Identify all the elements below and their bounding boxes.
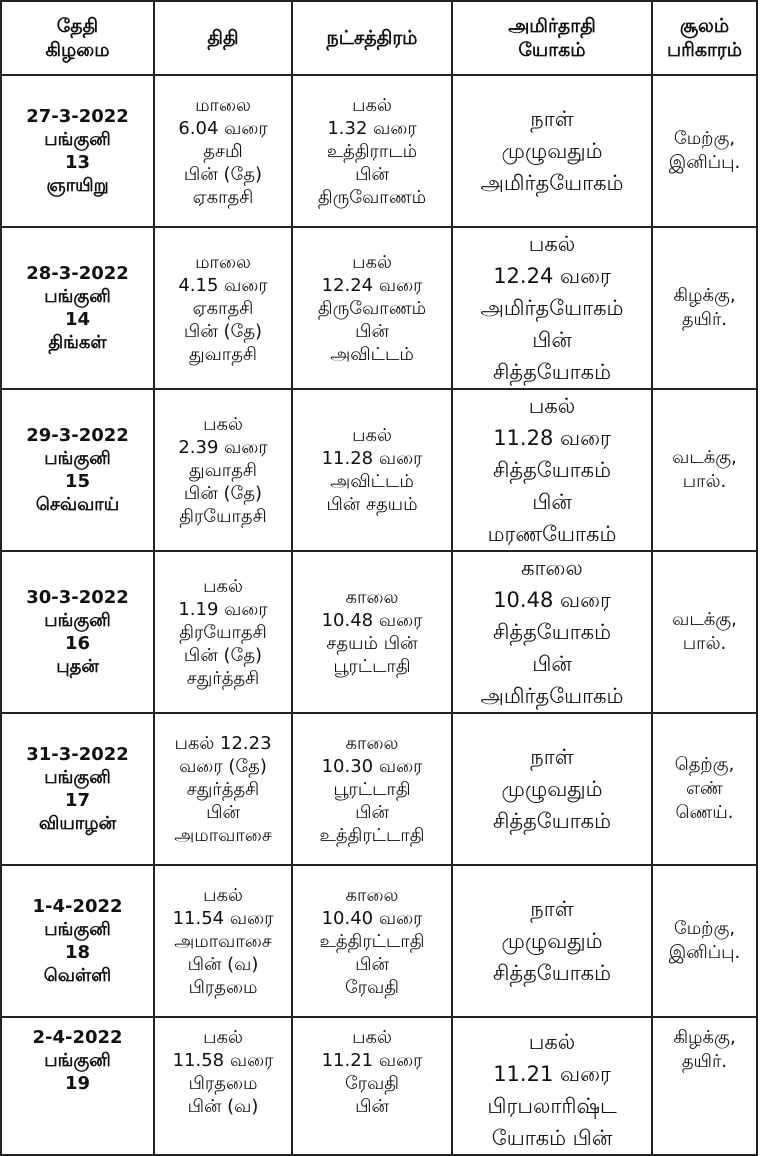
natchathiram-cell-line: பகல் xyxy=(352,425,392,446)
date-cell xyxy=(1,1017,154,1155)
yogam-cell-line: பகல் xyxy=(528,232,576,256)
thithi-cell-line: 11.54 வரை xyxy=(172,907,274,929)
thithi-cell-line: தசமி xyxy=(203,140,243,162)
yogam-cell xyxy=(452,227,652,389)
header-line: சூலம் xyxy=(679,15,730,37)
soolam-cell-line: தெற்கு, xyxy=(674,754,735,775)
date-cell-line: 16 xyxy=(64,633,91,654)
thithi-cell-line: பகல் xyxy=(203,413,243,435)
natchathiram-cell-line: பின் சதயம் xyxy=(326,494,418,515)
thithi-cell-line: பின் (தே) xyxy=(183,163,263,185)
yogam-cell-line: அமிர்தயோகம் xyxy=(480,684,624,708)
date-cell-line: 2-4-2022 xyxy=(32,1027,123,1048)
thithi-cell-line: சதுர்த்தசி xyxy=(186,778,260,800)
soolam-cell xyxy=(652,227,757,389)
soolam-cell-line: பால். xyxy=(682,633,727,654)
thithi-cell-line: திரயோதசி xyxy=(179,621,267,643)
date-cell-line: பங்குனி xyxy=(44,919,111,940)
date-cell-line: செவ்வாய் xyxy=(35,494,120,515)
header-date-day xyxy=(1,1,154,75)
natchathiram-cell xyxy=(292,713,452,865)
thithi-cell-line: துவாதசி xyxy=(188,343,258,365)
natchathiram-cell-line: காலை xyxy=(345,587,399,608)
natchathiram-cell-line: பகல் xyxy=(352,94,392,116)
yogam-cell-line: காலை xyxy=(521,556,583,580)
thithi-cell-line: ஏகாதசி xyxy=(192,297,254,319)
natchathiram-cell-line: 10.40 வரை xyxy=(321,907,423,929)
yogam-cell-line: முழுவதும் xyxy=(501,777,603,801)
date-cell-line: புதன் xyxy=(56,656,99,677)
natchathiram-cell-line: திருவோணம் xyxy=(317,297,427,319)
table-row xyxy=(1,1017,757,1155)
thithi-cell-line: 4.15 வரை xyxy=(178,274,268,296)
header-line: பரிகாரம் xyxy=(667,39,742,61)
header-line: யோகம் xyxy=(518,39,586,61)
table-row xyxy=(1,75,757,227)
yogam-cell-line: பிரபலாரிஷ்ட xyxy=(487,1094,617,1118)
natchathiram-cell-line: பகல் xyxy=(352,251,392,273)
date-cell-line: 15 xyxy=(64,471,91,492)
table-row xyxy=(1,551,757,713)
header-line: அமிர்தாதி xyxy=(508,15,596,37)
thithi-cell-line: 11.58 வரை xyxy=(172,1050,274,1071)
yogam-cell-line: சித்தயோகம் xyxy=(492,458,612,482)
date-cell xyxy=(1,389,154,551)
date-cell-line: பங்குனி xyxy=(44,286,111,307)
natchathiram-cell xyxy=(292,1017,452,1155)
soolam-cell xyxy=(652,389,757,551)
yogam-cell-line: அமிர்தயோகம் xyxy=(480,296,624,320)
natchathiram-cell-line: பின் xyxy=(355,953,389,975)
thithi-cell xyxy=(154,227,292,389)
table-row xyxy=(1,713,757,865)
yogam-cell-line: 11.28 வரை xyxy=(493,426,611,450)
natchathiram-cell-line: ரேவதி xyxy=(344,976,400,998)
natchathiram-cell-line: திருவோணம் xyxy=(317,186,427,208)
yogam-cell-line: சித்தயோகம் xyxy=(492,360,612,384)
natchathiram-cell-line: 11.21 வரை xyxy=(321,1050,423,1071)
thithi-cell xyxy=(154,551,292,713)
natchathiram-cell xyxy=(292,551,452,713)
header-natchathiram xyxy=(292,1,452,75)
natchathiram-cell-line: 10.30 வரை xyxy=(321,755,423,777)
header-line: கிழமை xyxy=(45,39,110,61)
thithi-cell-line: 6.04 வரை xyxy=(178,117,268,139)
header-line: திதி xyxy=(207,27,239,49)
natchathiram-cell-line: உத்திரட்டாதி xyxy=(319,930,425,952)
natchathiram-cell-line: அவிட்டம் xyxy=(330,343,414,365)
natchathiram-cell-line: 11.28 வரை xyxy=(321,448,423,469)
date-cell xyxy=(1,713,154,865)
natchathiram-cell-line: பூரட்டாதி xyxy=(333,778,411,800)
date-cell-line: பங்குனி xyxy=(44,610,111,631)
date-cell-line: திங்கள் xyxy=(48,332,107,353)
natchathiram-cell-line: பின் xyxy=(355,801,389,823)
thithi-cell-line: ஏகாதசி xyxy=(192,186,254,208)
natchathiram-cell-line: காலை xyxy=(345,732,399,754)
date-cell-line: பங்குனி xyxy=(44,1050,111,1071)
thithi-cell-line: பின் (வ) xyxy=(187,1096,259,1117)
soolam-cell-line: இனிப்பு. xyxy=(668,152,741,173)
date-cell-line: 28-3-2022 xyxy=(26,263,129,284)
date-cell xyxy=(1,75,154,227)
thithi-cell-line: 2.39 வரை xyxy=(178,436,268,458)
thithi-cell-line: பின் xyxy=(206,801,240,823)
yogam-cell-line: மரணயோகம் xyxy=(487,522,617,546)
soolam-cell-line: மேற்கு, xyxy=(673,128,736,149)
natchathiram-cell-line: அவிட்டம் xyxy=(330,471,414,492)
yogam-cell-line: நாள் xyxy=(530,745,574,769)
soolam-cell-line: வடக்கு, xyxy=(672,609,737,630)
soolam-cell-line: கிழக்கு, xyxy=(673,285,736,306)
thithi-cell-line: பகல் xyxy=(203,884,243,906)
date-cell xyxy=(1,551,154,713)
natchathiram-cell xyxy=(292,227,452,389)
table-row xyxy=(1,389,757,551)
yogam-cell-line: 10.48 வரை xyxy=(493,588,611,612)
table-body xyxy=(1,75,757,1155)
soolam-cell-line: கிழக்கு, xyxy=(673,1027,736,1048)
natchathiram-cell-line: சதயம் பின் xyxy=(326,633,418,654)
header-amirthathi-yogam xyxy=(452,1,652,75)
thithi-cell-line: வரை (தே) xyxy=(179,755,267,777)
thithi-cell-line: மாலை xyxy=(195,94,251,116)
header-line: தேதி xyxy=(56,15,99,37)
soolam-cell xyxy=(652,1017,757,1155)
yogam-cell-line: சித்தயோகம் xyxy=(492,961,612,985)
natchathiram-cell xyxy=(292,389,452,551)
natchathiram-cell-line: பின் xyxy=(355,1096,389,1117)
date-cell-line: பங்குனி xyxy=(44,767,111,788)
yogam-cell-line: முழுவதும் xyxy=(501,929,603,953)
yogam-cell-line: சித்தயோகம் xyxy=(492,620,612,644)
date-cell-line: 29-3-2022 xyxy=(26,425,129,446)
soolam-cell-line: இனிப்பு. xyxy=(668,942,741,963)
yogam-cell xyxy=(452,75,652,227)
natchathiram-cell-line: காலை xyxy=(345,884,399,906)
yogam-cell-line: நாள் xyxy=(530,107,574,131)
date-cell-line: 31-3-2022 xyxy=(26,744,129,765)
yogam-cell xyxy=(452,713,652,865)
header-thithi xyxy=(154,1,292,75)
date-cell-line: பங்குனி xyxy=(44,448,111,469)
yogam-cell-line: அமிர்தயோகம் xyxy=(480,171,624,195)
yogam-cell-line: பகல் xyxy=(528,1030,576,1054)
date-cell-line: வெள்ளி xyxy=(43,965,112,986)
thithi-cell-line: 1.19 வரை xyxy=(178,598,268,620)
yogam-cell-line: சித்தயோகம் xyxy=(492,809,612,833)
thithi-cell-line: பின் (வ) xyxy=(187,953,259,975)
natchathiram-cell-line: உத்திராடம் xyxy=(326,140,418,162)
soolam-cell xyxy=(652,713,757,865)
thithi-cell-line: பகல் xyxy=(203,575,243,597)
natchathiram-cell-line: 12.24 வரை xyxy=(321,274,423,296)
natchathiram-cell-line: பூரட்டாதி xyxy=(333,656,411,677)
table-row xyxy=(1,865,757,1017)
yogam-cell-line: யோகம் பின் xyxy=(491,1126,613,1150)
yogam-cell-line: பின் xyxy=(532,490,572,514)
natchathiram-cell-line: 1.32 வரை xyxy=(327,117,417,139)
natchathiram-cell-line: உத்திரட்டாதி xyxy=(319,824,425,846)
date-cell-line: வியாழன் xyxy=(38,813,117,834)
natchathiram-cell-line: பகல் xyxy=(352,1027,392,1048)
date-cell-line: 1-4-2022 xyxy=(32,896,123,917)
header-line: நட்சத்திரம் xyxy=(326,27,418,49)
natchathiram-cell-line: 10.48 வரை xyxy=(321,610,423,631)
soolam-cell xyxy=(652,551,757,713)
thithi-cell-line: பின் (தே) xyxy=(183,320,263,342)
date-cell-line: 18 xyxy=(64,942,91,963)
thithi-cell xyxy=(154,713,292,865)
date-cell-line: 17 xyxy=(64,790,91,811)
thithi-cell-line: பகல் 12.23 xyxy=(174,732,272,754)
natchathiram-cell-line: பின் xyxy=(355,163,389,185)
natchathiram-cell-line: பின் xyxy=(355,320,389,342)
soolam-cell xyxy=(652,75,757,227)
thithi-cell-line: பின் (தே) xyxy=(183,644,263,666)
yogam-cell xyxy=(452,865,652,1017)
thithi-cell xyxy=(154,75,292,227)
yogam-cell-line: பின் xyxy=(532,652,572,676)
thithi-cell-line: பிரதமை xyxy=(188,1073,258,1094)
soolam-cell-line: வடக்கு, xyxy=(672,447,737,468)
date-cell-line: 19 xyxy=(64,1073,91,1094)
thithi-cell-line: பிரதமை xyxy=(188,976,258,998)
yogam-cell-line: நாள் xyxy=(530,897,574,921)
soolam-cell-line: பால். xyxy=(682,471,727,492)
yogam-cell xyxy=(452,551,652,713)
thithi-cell xyxy=(154,865,292,1017)
thithi-cell-line: அமாவாசை xyxy=(174,824,272,846)
header-row xyxy=(1,1,757,75)
natchathiram-cell xyxy=(292,75,452,227)
table-row xyxy=(1,227,757,389)
date-cell-line: 27-3-2022 xyxy=(26,106,129,127)
date-cell xyxy=(1,865,154,1017)
date-cell-line: பங்குனி xyxy=(44,129,111,150)
thithi-cell-line: துவாதசி xyxy=(188,459,258,481)
thithi-cell-line: மாலை xyxy=(195,251,251,273)
header-soolam-parigaram xyxy=(652,1,757,75)
natchathiram-cell xyxy=(292,865,452,1017)
thithi-cell xyxy=(154,389,292,551)
yogam-cell xyxy=(452,1017,652,1155)
soolam-cell-line: தயிர். xyxy=(681,1051,728,1072)
yogam-cell-line: 11.21 வரை xyxy=(493,1062,611,1086)
yogam-cell xyxy=(452,389,652,551)
soolam-cell xyxy=(652,865,757,1017)
date-cell-line: 14 xyxy=(64,309,91,330)
thithi-cell-line: பின் (தே) xyxy=(183,482,263,504)
soolam-cell-line: மேற்கு, xyxy=(673,918,736,939)
soolam-cell-line: எண் xyxy=(686,778,723,799)
date-cell-line: ஞாயிறு xyxy=(46,175,109,196)
yogam-cell-line: முழுவதும் xyxy=(501,139,603,163)
yogam-cell-line: பின் xyxy=(532,328,572,352)
thithi-cell-line: சதுர்த்தசி xyxy=(186,667,260,689)
date-cell-line: 30-3-2022 xyxy=(26,587,129,608)
date-cell-line: 13 xyxy=(64,152,91,173)
date-cell xyxy=(1,227,154,389)
yogam-cell-line: பகல் xyxy=(528,394,576,418)
thithi-cell-line: அமாவாசை xyxy=(174,930,272,952)
natchathiram-cell-line: ரேவதி xyxy=(344,1073,400,1094)
soolam-cell-line: ணெய். xyxy=(675,802,734,823)
thithi-cell-line: திரயோதசி xyxy=(179,505,267,527)
yogam-cell-line: 12.24 வரை xyxy=(493,264,611,288)
thithi-cell xyxy=(154,1017,292,1155)
soolam-cell-line: தயிர். xyxy=(681,309,728,330)
thithi-cell-line: பகல் xyxy=(203,1027,243,1048)
